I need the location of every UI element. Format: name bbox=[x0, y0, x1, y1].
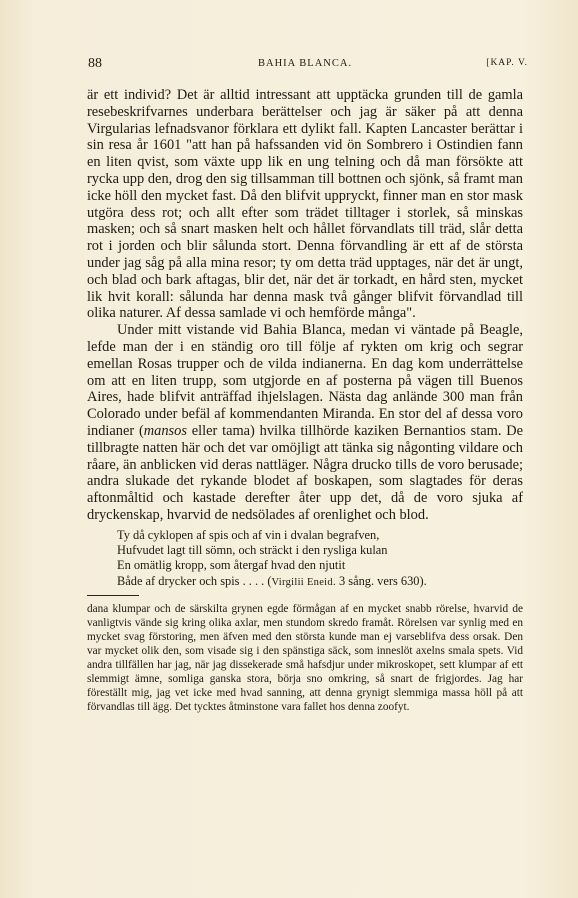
paragraph-1: är ett individ? Det är alltid intressant att upptäcka grunden till de gamla resebeskrifvarnes underbara berättelser och jag är säker på att denna Virgularias lefnadsvanor förklara ett dylikt fall. Kapten Lancaster berättar i sin resa år 1601 "att han på hafssanden vid ön Sombrero i Ostindien fann en liten qvist, som växte upp lik en ung telning och då man försökte att rycka upp den, drog den sig tillsamman till bottnen och sjönk, så framt man icke höll den mycket fast. Då den blifvit uppryckt, finner man en stor mask utgöra dess rot; och allt efter som trädet tilltager i storlek, så minskas masken; och så snart masken helt och hållet förvandlats till träd, slår detta rot i jorden och blir sålunda stort. Denna förvandling är ett af de största under jag såg på alla mina resor; ty om detta träd upptages, när det är ungt, och blad och bark aftagas, blir det, när det är torkadt, en hård sten, mycket lik hvit korall: sålunda har denna mask två gånger blifvit förvandlad till olika naturer. Af dessa samlade vi och hemförde många". bbox=[87, 87, 523, 322]
running-title: BAHIA BLANCA. bbox=[258, 58, 353, 69]
page-number: 88 bbox=[88, 56, 102, 71]
main-text bbox=[87, 87, 523, 714]
paragraph-2-italic: mansos bbox=[143, 422, 187, 439]
verse-line-2: Hufvudet lagt till sömn, och sträckt i den rysliga kulan bbox=[117, 543, 388, 558]
verse-line-1: Ty då cyklopen af spis och af vin i dvalan begrafven, bbox=[117, 527, 380, 542]
chapter-marker: [KAP. V. bbox=[486, 58, 528, 68]
footnote-separator bbox=[87, 595, 139, 596]
citation-open: ( bbox=[267, 573, 272, 588]
citation-rest: 3 sång. vers 630). bbox=[335, 573, 427, 588]
verse-line-3: En omätlig kropp, som återgaf hvad den njutit bbox=[117, 558, 346, 573]
citation-author: Virgilii Eneid. bbox=[271, 576, 336, 588]
page-header bbox=[88, 56, 528, 76]
verse-line-4 bbox=[117, 574, 523, 590]
verse-quotation bbox=[117, 528, 523, 590]
footnote bbox=[87, 602, 523, 714]
verse-last-line: Både af drycker och spis . . . . bbox=[117, 573, 265, 588]
paragraph-2 bbox=[87, 322, 523, 524]
paragraph-2-part-2: eller tama) hvilka tillhörde kaziken Bernantios stam. De tillbragte natten här och det var omöjligt att tänka sig någonting vildare och råare, än anblicken vid deras nattläger. Några drucko tills de voro berusade; andra slukade det rykande blodet af boskapen, som slagtades för deras aftonmåltid och kastade derefter åter upp det, då de voro sjuka af dryckenskap, hvarvid de nedsölades af orenlighet och blod. bbox=[87, 422, 524, 523]
footnote-text: dana klumpar och de särskilta grynen egde förmågan af en mycket snabb rörelse, hvarvid de vanligtvis vände sig kring olika axlar, men stundom skredo framåt. Rörelsen var synlig med en mycket svag förstoring, men äfven med den största kunde man ej varseblifva dess orsak. Den var mycket olik den, som visade sig i den spänstiga säck, som inneslöt axelns smala spets. Vid andra tillfällen har jag, när jag dissekerade små hafsdjur under mikroskopet, sett klumpar af ett slemmigt ämne, somliga ganska stora, börja sno omkring, så snart de frigjordes. Jag har föreställt mig, jag vet icke med hvad sanning, att denna grynigt slemmiga massa höll på att förvandlas till ägg. Det tycktes åtminstone vara fallet hos denna zoofyt. bbox=[87, 602, 523, 713]
paragraph-2-part-1: Under mitt vistande vid Bahia Blanca, medan vi väntade på Beagle, lefde man der i en ständig oro till följe af rykten om krig och segrar emellan Rosas trupper och de vilda indianerna. En dag kom underrättelse om att en liten trupp, som utgjorde en af posterna på vägen till Buenos Aires, hade blifvit anträffad ihjelslagen. Nästa dag anlände 300 man från Colorado under befäl af kommendanten Miranda. En stor del af dessa voro indianer ( bbox=[87, 322, 523, 439]
